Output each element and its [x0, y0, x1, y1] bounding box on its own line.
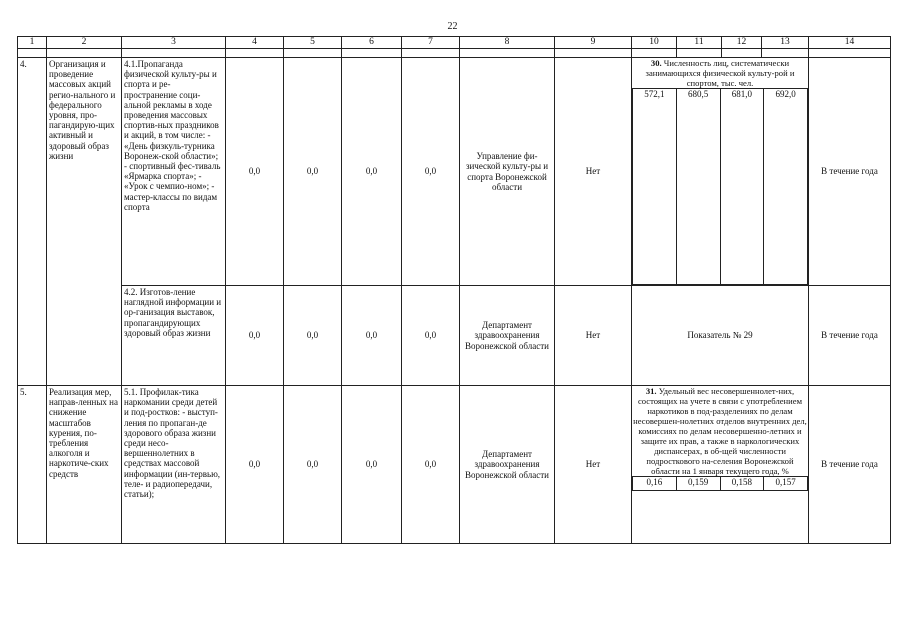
row-number: 4. — [18, 58, 47, 386]
col-header: 4 — [226, 37, 284, 49]
spacer-row — [18, 49, 891, 58]
col-header: 12 — [722, 37, 762, 49]
value-cell: 0,0 — [284, 386, 342, 544]
col-header: 5 — [284, 37, 342, 49]
financing-cell: Нет — [555, 386, 632, 544]
col-header: 8 — [460, 37, 555, 49]
col-header: 11 — [677, 37, 722, 49]
term-cell: В течение года — [809, 58, 891, 286]
value-cell: 0,0 — [226, 386, 284, 544]
value-cell: 0,0 — [402, 386, 460, 544]
indicator-value: 0,157 — [764, 477, 808, 491]
value-cell: 0,0 — [284, 58, 342, 286]
value-cell: 0,0 — [342, 286, 402, 386]
indicator-block — [632, 58, 809, 286]
value-cell: 0,0 — [402, 58, 460, 286]
col-header: 14 — [809, 37, 891, 49]
indicator-title — [632, 58, 808, 88]
col-header: 9 — [555, 37, 632, 49]
indicator-values — [632, 88, 808, 285]
col-header: 3 — [122, 37, 226, 49]
indicator-value: 681,0 — [720, 89, 764, 285]
measure-cell: 4.2. Изготов-ление наглядной информации и ор-ганизация выставок, пропагандирующих здоровый образ жизни — [122, 286, 226, 386]
indicator-values — [632, 476, 808, 491]
measure-cell: 5.1. Профилак-тика наркомании среди детей и под-ростков: - выступ-ления по пропаган-де здорового образа жизни среди несо-вершеннолетних в средствах массовой информации (ин-тервью, теле- и радиопередачи, статьи); — [122, 386, 226, 544]
col-header: 10 — [632, 37, 677, 49]
value-cell: 0,0 — [342, 58, 402, 286]
value-cell: 0,0 — [284, 286, 342, 386]
indicator-number: 30. — [650, 58, 662, 68]
col-header: 6 — [342, 37, 402, 49]
table-row — [18, 58, 891, 286]
indicator-value: 692,0 — [764, 89, 808, 285]
term-cell: В течение года — [809, 386, 891, 544]
indicator-number: 31. — [645, 386, 657, 396]
measure-cell: 4.1.Пропаганда физической культу-ры и спорта и ре-пространение соци-альной рекламы в ходе проведения массовых спортив-ных праздников и акций, в том числе: - «День физкуль-турника Воронеж-ской области»; - спортивный фес-тиваль «Ярмарка спорта»; - «Урок с чемпио-ном»; - мастер-классы по видам спорта — [122, 58, 226, 286]
indicator-text: Удельный вес несовершеннолет-них, состоящих на учете в связи с употреблением наркотиков в под-разделениях по делам несовершен-нолетних отделов внутренних дел, комиссиях по делам несовершенно-летних и защите их прав, а также в наркологических диспансерах, в об-щей численности подросткового на-селения Воронежской области на 1 января текущего года, % — [633, 386, 807, 476]
executor-cell: Департамент здравоохранения Воронежской области — [460, 386, 555, 544]
indicator-block — [632, 386, 809, 544]
indicator-reference: Показатель № 29 — [632, 286, 809, 386]
executor-cell: Управление фи-зической культу-ры и спорта Воронежской области — [460, 58, 555, 286]
indicator-value: 0,16 — [633, 477, 677, 491]
col-header: 2 — [47, 37, 122, 49]
value-cell: 0,0 — [342, 386, 402, 544]
goal-cell: Реализация мер, направ-ленных на снижение масштабов курения, по-требления алкоголя и наркотиче-ских средств — [47, 386, 122, 544]
page-number: 22 — [447, 21, 458, 32]
value-cell: 0,0 — [402, 286, 460, 386]
program-table — [17, 36, 891, 544]
indicator-title — [632, 386, 808, 476]
value-cell: 0,0 — [226, 58, 284, 286]
financing-cell: Нет — [555, 286, 632, 386]
table-row — [18, 286, 891, 386]
indicator-value: 572,1 — [633, 89, 677, 285]
column-header-row — [18, 37, 891, 49]
col-header: 1 — [18, 37, 47, 49]
indicator-value: 0,159 — [676, 477, 720, 491]
col-header: 7 — [402, 37, 460, 49]
indicator-text: Численность лиц, систематически занимающихся физической культу-рой и спортом, тыс. чел. — [645, 58, 795, 88]
col-header: 13 — [762, 37, 809, 49]
indicator-value: 0,158 — [720, 477, 764, 491]
goal-cell: Организация и проведение массовых акций регио-нального и федерального уровня, про-пагандирую-щих активный и здоровый образ жизни — [47, 58, 122, 386]
table-row — [18, 386, 891, 544]
executor-cell: Департамент здравоохранения Воронежской области — [460, 286, 555, 386]
row-number: 5. — [18, 386, 47, 544]
term-cell: В течение года — [809, 286, 891, 386]
financing-cell: Нет — [555, 58, 632, 286]
indicator-value: 680,5 — [676, 89, 720, 285]
value-cell: 0,0 — [226, 286, 284, 386]
